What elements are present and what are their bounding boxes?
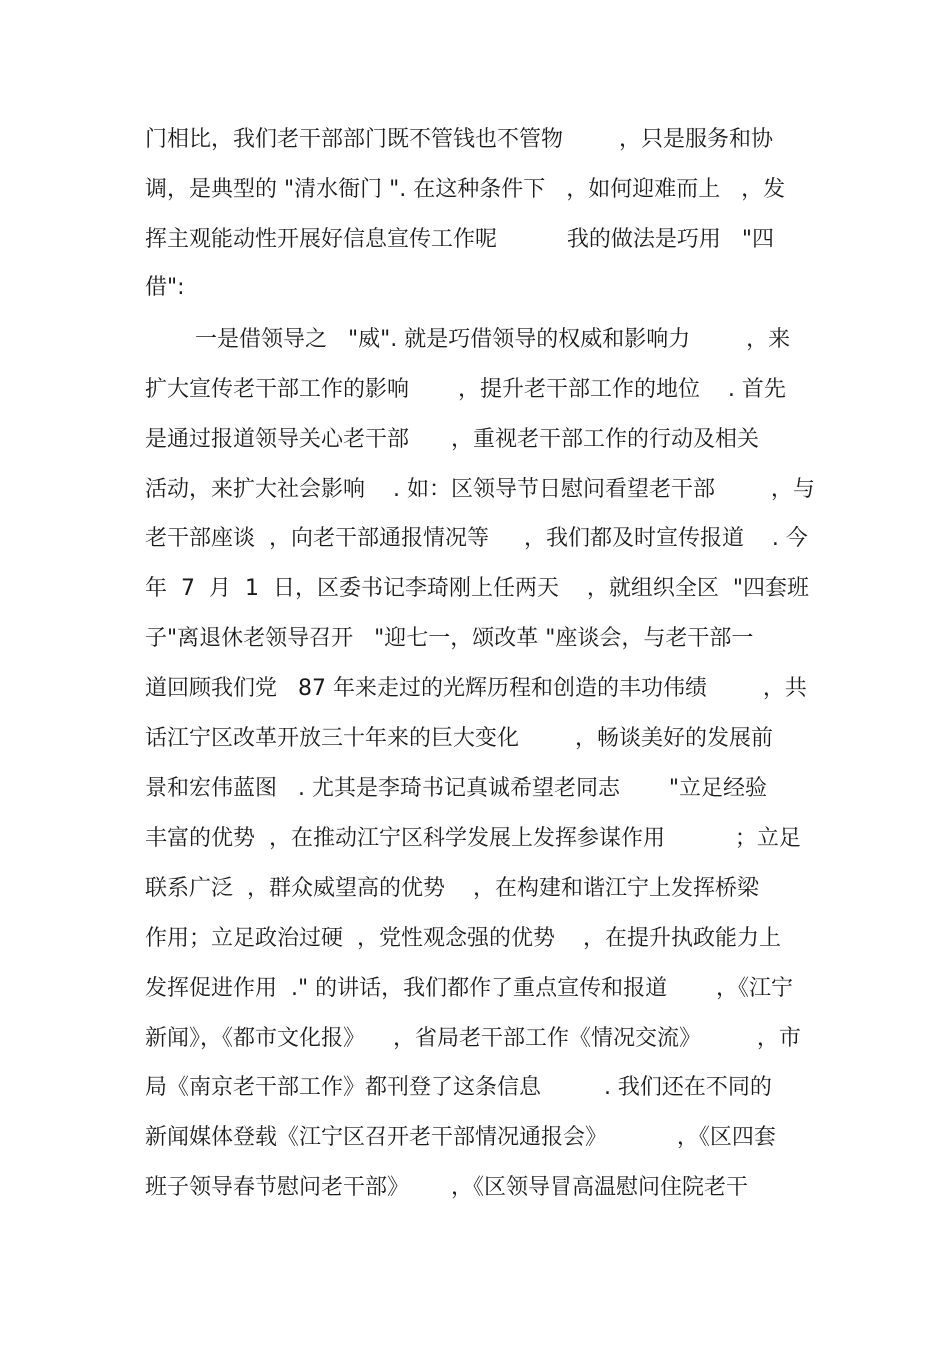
text-line: 局《南京老干部工作》都刊登了这条信息 . 我们还在不同的: [145, 1075, 772, 1100]
text-line: 调，是典型的 "清水衙门 ". 在这种条件下 ，如何迎难而上 ，发: [145, 177, 786, 202]
text-line: 挥主观能动性开展好信息宣传工作呢 我的做法是巧用 "四: [145, 227, 775, 252]
text-line: 新闻》，《都市文化报》 ，省局老干部工作《情况交流》 ，市: [145, 1026, 801, 1051]
text-line: 作用；立足政治过硬 ，党性观念强的优势 ，在提升执政能力上: [145, 926, 781, 951]
text-line: 年 7 月 1 日，区委书记李琦刚上任两天 ，就组织全区 "四套班: [145, 576, 810, 601]
text-line: 活动，来扩大社会影响 . 如：区领导节日慰问看望老干部 ，与: [145, 477, 815, 502]
text-line: 发挥促进作用 ." 的讲话，我们都作了重点宣传和报道 ，《江宁: [145, 976, 794, 1001]
text-line: 新闻媒体登载《江宁区召开老干部情况通报会》 ，《区四套: [145, 1125, 776, 1150]
text-line: 老干部座谈 ，向老干部通报情况等 ，我们都及时宣传报道 . 今: [145, 526, 808, 551]
text-line: 联系广泛 ，群众威望高的优势 ，在构建和谐江宁上发挥桥梁: [145, 876, 759, 901]
text-line: 子"离退休老领导召开 "迎七一，颂改革 "座谈会，与老干部一: [145, 626, 754, 651]
text-line: 借":: [145, 275, 185, 300]
text-line: 是通过报道领导关心老干部 ，重视老干部工作的行动及相关: [145, 427, 759, 452]
text-line: 景和宏伟蓝图 . 尤其是李琦书记真诚希望老同志 "立足经验: [145, 776, 768, 801]
text-line: 门相比，我们老干部部门既不管钱也不管物 ，只是服务和协: [145, 127, 773, 152]
paragraph-first-line: 一是借领导之 "威". 就是巧借领导的权威和影响力 ，来: [195, 327, 791, 352]
text-line: 道回顾我们党 87 年来走过的光辉历程和创造的丰功伟绩 ，共: [145, 676, 807, 701]
text-line: 话江宁区改革开放三十年来的巨大变化 ，畅谈美好的发展前: [145, 726, 773, 751]
text-line: 丰富的优势 ，在推动江宁区科学发展上发挥参谋作用 ；立足: [145, 826, 801, 851]
text-line: 班子领导春节慰问老干部》 ，《区领导冒高温慰问住院老干: [145, 1175, 748, 1200]
text-line: 扩大宣传老干部工作的影响 ，提升老干部工作的地位 . 首先: [145, 377, 786, 402]
